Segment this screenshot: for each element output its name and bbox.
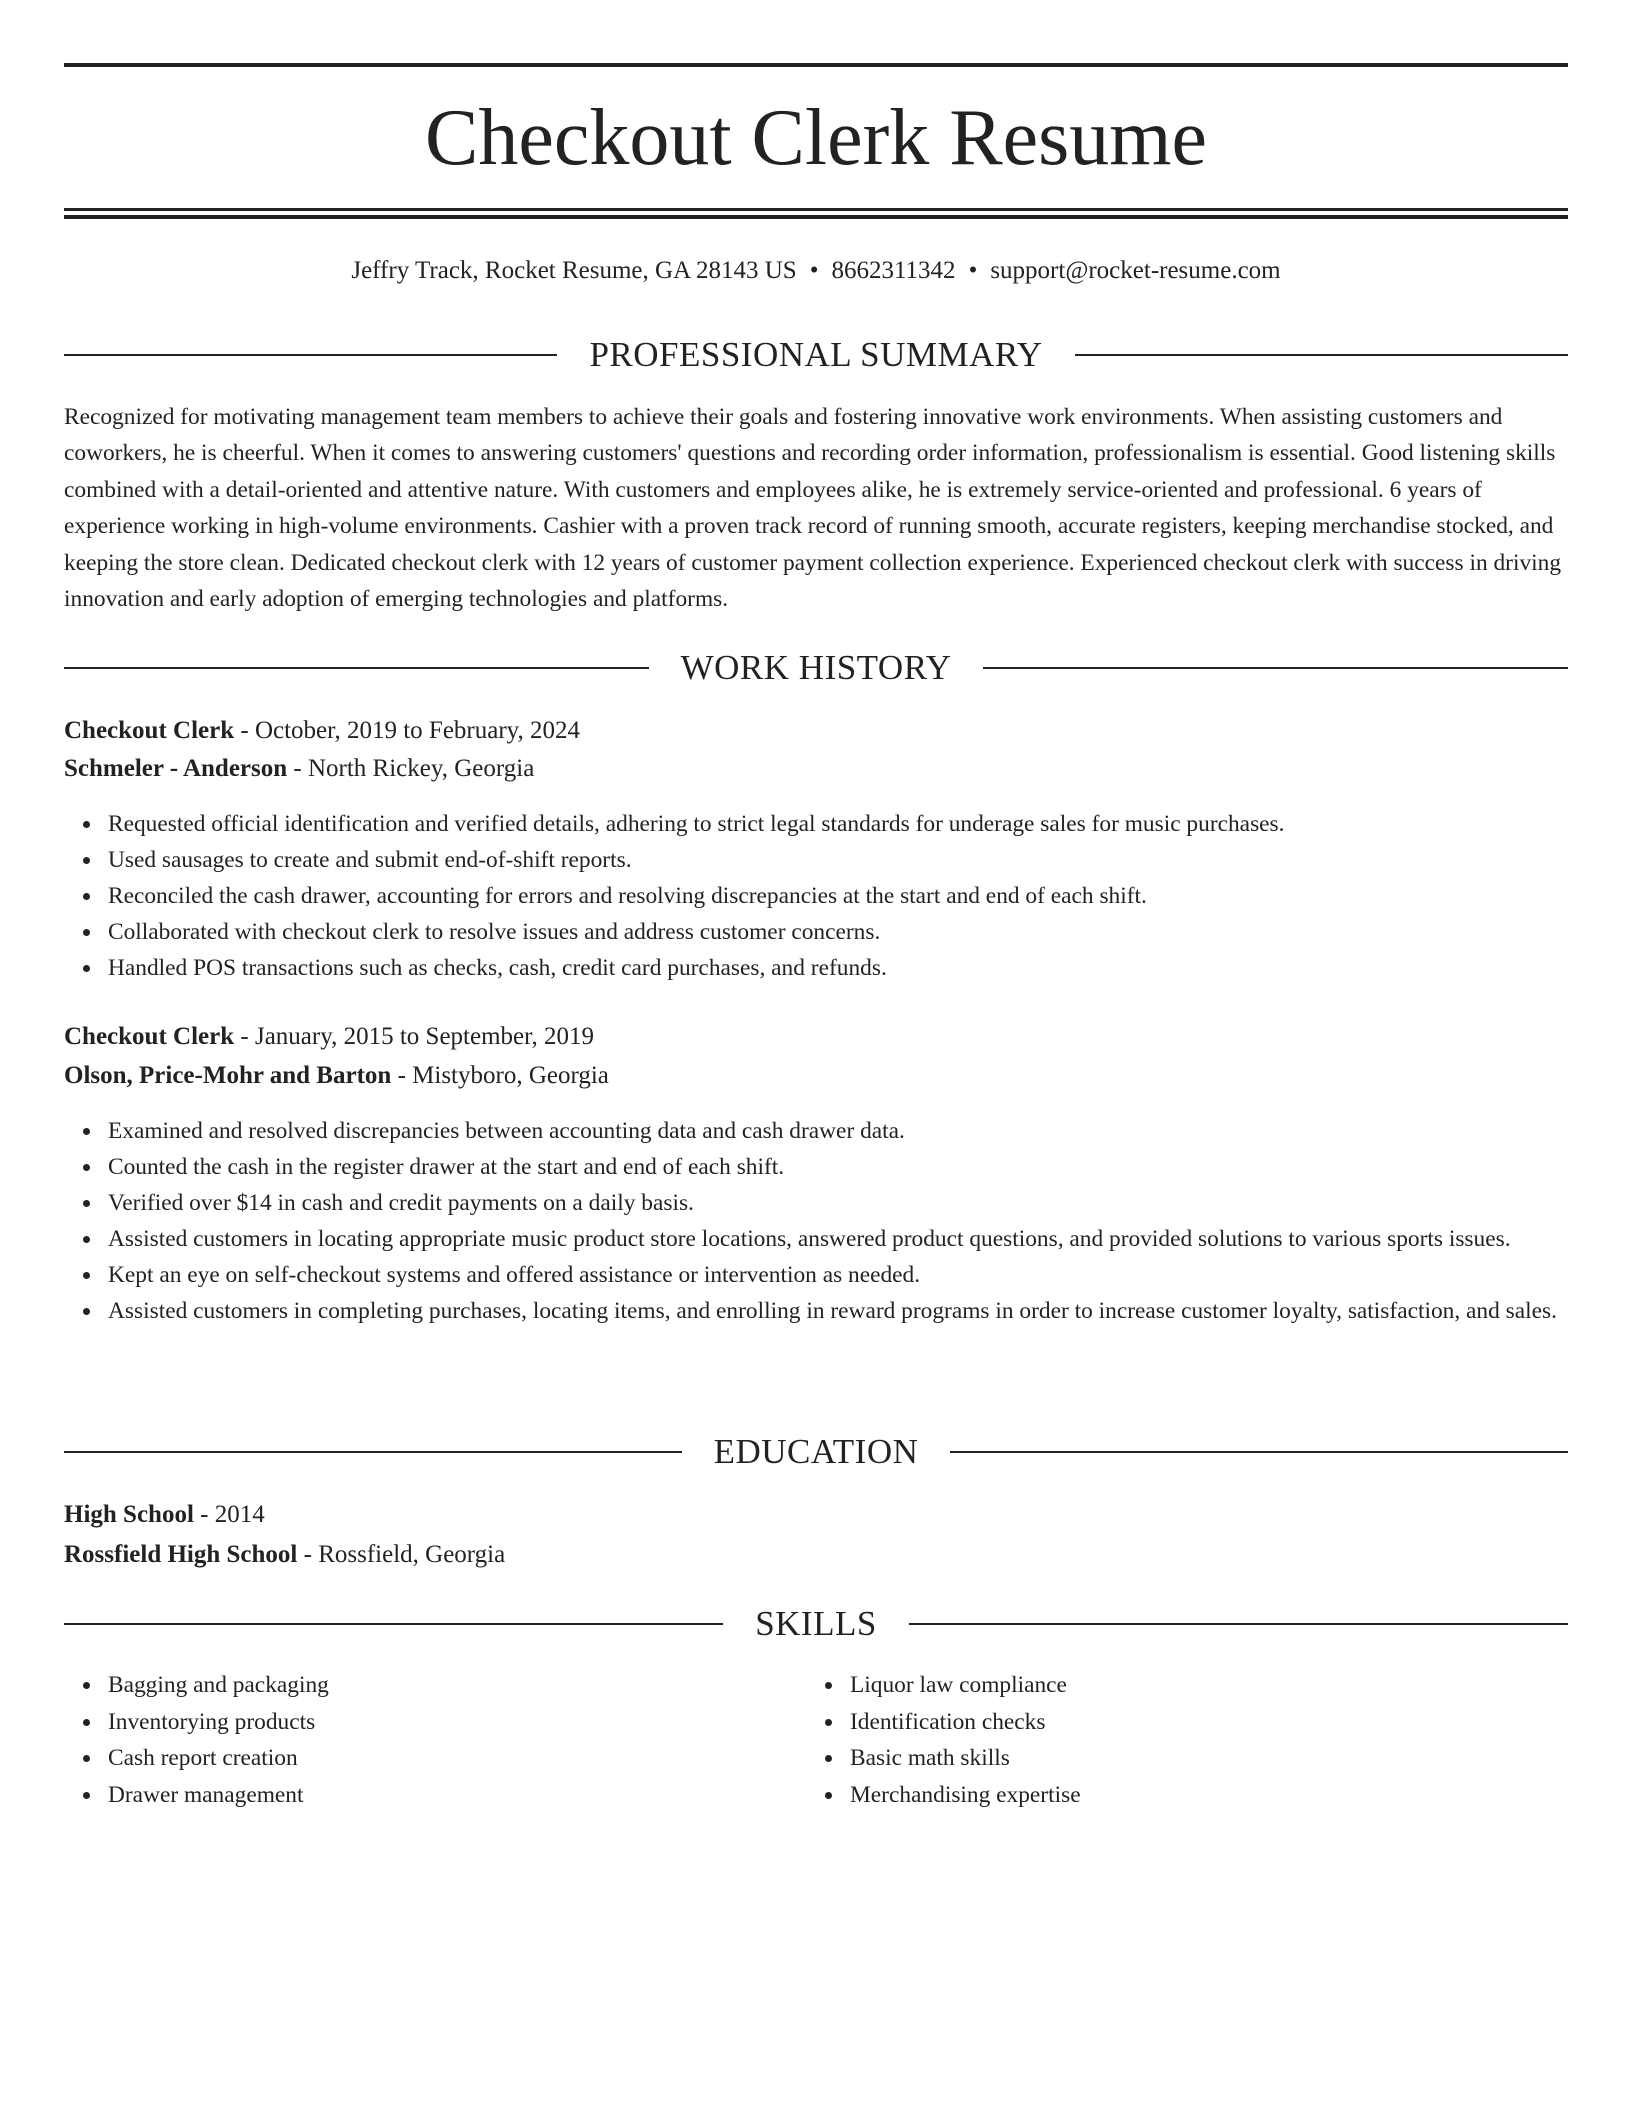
job-location: - North Rickey, Georgia — [287, 755, 535, 782]
list-item: Collaborated with checkout clerk to resolve issues and address customer concerns. — [108, 914, 1568, 950]
contact-phone: 8662311342 — [831, 257, 956, 284]
skill-item: Basic math skills — [850, 1740, 1506, 1777]
section-heading-summary — [64, 332, 1568, 378]
education-degree-line — [64, 1497, 1568, 1533]
section-rule-left — [64, 1451, 682, 1453]
job-company-line — [64, 1058, 1568, 1094]
skill-item: Merchandising expertise — [850, 1777, 1506, 1814]
contact-address: Jeffry Track, Rocket Resume, GA 28143 US — [351, 257, 797, 284]
contact-email: support@rocket-resume.com — [990, 257, 1281, 284]
section-rule-left — [64, 667, 649, 669]
list-item: Requested official identification and verified details, adhering to strict legal standards for underage sales for music purchases. — [108, 806, 1568, 842]
job-company: Schmeler - Anderson — [64, 755, 288, 782]
job-title: Checkout Clerk — [64, 1023, 235, 1050]
section-heading-skills — [64, 1601, 1568, 1647]
resume-title: Checkout Clerk Resume — [424, 94, 1208, 182]
job-company: Olson, Price-Mohr and Barton — [64, 1062, 392, 1089]
list-item: Assisted customers in locating appropriate music product store locations, answered product questions, and provided solutions to various sports issues. — [108, 1221, 1568, 1257]
skills-list-right — [806, 1667, 1506, 1813]
education-year: - 2014 — [193, 1501, 265, 1528]
job-dates: - January, 2015 to September, 2019 — [234, 1023, 594, 1050]
contact-separator: • — [968, 257, 978, 284]
job-bullets — [64, 806, 1568, 986]
skill-item: Bagging and packaging — [108, 1667, 764, 1704]
skills-list-left — [64, 1667, 764, 1813]
section-rule-right — [1075, 354, 1568, 356]
list-item: Examined and resolved discrepancies between accounting data and cash drawer data. — [108, 1113, 1568, 1149]
top-rule — [64, 63, 1568, 67]
summary-text: Recognized for motivating management team members to achieve their goals and fostering innovative work environments. When assisting customers and coworkers, he is cheerful. When it comes to answering customers' questions and recording order information, professionalism is essential. Good listening skills combined with a detail-oriented and attentive nature. With customers and employees alike, he is extremely service-oriented and professional. 6 years of experience working in high-volume environments. Cashier with a proven track record of running smooth, accurate registers, keeping merchandise stocked, and keeping the store clean. Dedicated checkout clerk with 12 years of customer payment collection experience. Experienced checkout clerk with success in driving innovation and early adoption of emerging technologies and platforms. — [64, 404, 1562, 613]
education-location: - Rossfield, Georgia — [297, 1541, 506, 1568]
education-school: Rossfield High School — [64, 1541, 298, 1568]
job-bullets — [64, 1113, 1568, 1329]
section-title: SKILLS — [755, 1604, 877, 1643]
list-item: Counted the cash in the register drawer at the start and end of each shift. — [108, 1149, 1568, 1185]
skill-item: Liquor law compliance — [850, 1667, 1506, 1704]
section-rule-right — [909, 1623, 1568, 1625]
section-rule-left — [64, 1623, 723, 1625]
section-title: WORK HISTORY — [680, 648, 952, 687]
job-title: Checkout Clerk — [64, 717, 235, 744]
contact-line — [64, 254, 1568, 288]
section-heading-work-history — [64, 645, 1568, 691]
skill-item: Cash report creation — [108, 1740, 764, 1777]
list-item: Used sausages to create and submit end-of-shift reports. — [108, 842, 1568, 878]
list-item: Handled POS transactions such as checks, cash, credit card purchases, and refunds. — [108, 950, 1568, 986]
section-rule-right — [950, 1451, 1568, 1453]
skill-item: Inventorying products — [108, 1704, 764, 1741]
section-rule-left — [64, 354, 557, 356]
section-rule-right — [983, 667, 1568, 669]
section-title: EDUCATION — [713, 1432, 919, 1471]
education-degree: High School — [64, 1501, 194, 1528]
title-double-rule — [64, 208, 1568, 219]
job-dates: - October, 2019 to February, 2024 — [234, 717, 581, 744]
list-item: Reconciled the cash drawer, accounting for errors and resolving discrepancies at the start and end of each shift. — [108, 878, 1568, 914]
skill-item: Drawer management — [108, 1777, 764, 1814]
section-heading-education — [64, 1429, 1568, 1475]
education-school-line — [64, 1537, 1568, 1573]
contact-separator: • — [809, 257, 819, 284]
job-title-line — [64, 713, 1568, 749]
job-location: - Mistyboro, Georgia — [391, 1062, 609, 1089]
list-item: Assisted customers in completing purchases, locating items, and enrolling in reward programs in order to increase customer loyalty, satisfaction, and sales. — [108, 1293, 1568, 1329]
job-title-line — [64, 1019, 1568, 1055]
skill-item: Identification checks — [850, 1704, 1506, 1741]
list-item: Verified over $14 in cash and credit payments on a daily basis. — [108, 1185, 1568, 1221]
section-title: PROFESSIONAL SUMMARY — [589, 335, 1043, 374]
job-company-line — [64, 751, 1568, 787]
list-item: Kept an eye on self-checkout systems and offered assistance or intervention as needed. — [108, 1257, 1568, 1293]
